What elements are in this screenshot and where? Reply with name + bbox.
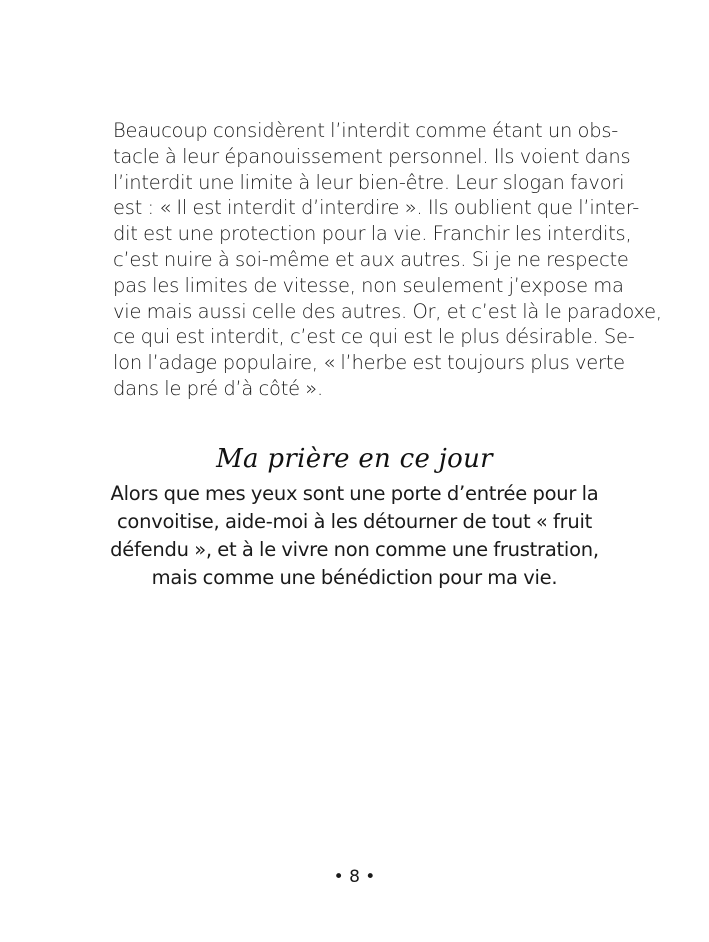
page-number: • 8 • [333, 867, 376, 887]
prayer-line: convoitise, aide-moi à les détourner de tout « fruit [116, 510, 593, 533]
prayer-line: mais comme une bénédiction pour ma vie. [151, 566, 558, 589]
body-line: vie mais aussi celle des autres. Or, et c’est là le paradoxe, [113, 299, 662, 323]
body-line: est : « Il est interdit d’interdire ». Ils oublient que l’inter- [113, 196, 640, 220]
body-line: lon l’adage populaire, « l’herbe est toujours plus verte [113, 351, 625, 375]
prayer-paragraph [100, 480, 609, 592]
body-line: tacle à leur épanouissement personnel. Ils voient dans [113, 144, 631, 168]
body-line: pas les limites de vitesse, non seulement j’expose ma [113, 273, 624, 297]
prayer-heading: Ma prière en ce jour [216, 444, 493, 474]
body-line: l’interdit une limite à leur bien-être. Leur slogan favori [113, 170, 625, 194]
body-line: dit est une protection pour la vie. Franchir les interdits, [113, 222, 632, 246]
prayer-line: défendu », et à le vivre non comme une frustration, [110, 538, 599, 561]
body-line: c’est nuire à soi-même et aux autres. Si je ne respecte [113, 247, 629, 271]
body-line: Beaucoup considèrent l’interdit comme étant un obs- [113, 119, 619, 142]
body-line: dans le pré d’à côté ». [113, 376, 323, 400]
prayer-line: Alors que mes yeux sont une porte d’entrée pour la [110, 482, 599, 505]
body-line: ce qui est interdit, c’est ce qui est le plus désirable. Se- [113, 325, 635, 349]
body-paragraph [113, 118, 662, 402]
